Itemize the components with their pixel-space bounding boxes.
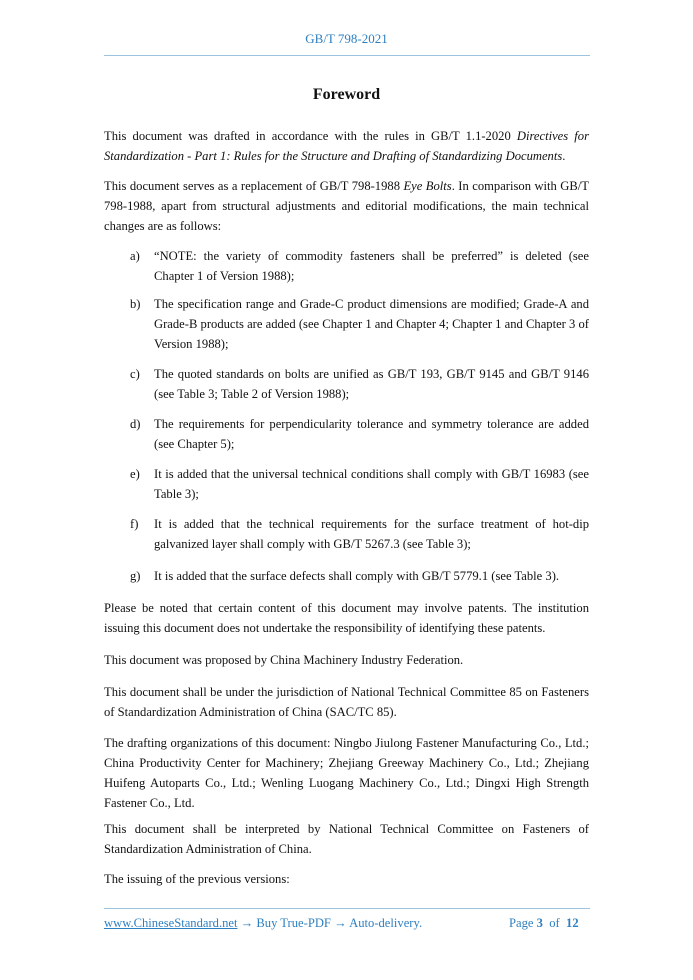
list-text: The specification range and Grade-C product dimensions are modified; Grade-A and Grade-B products are added (see Chapter 1 and Chapter 4; Chapter 1 and Chapter 3 of Version 1988); [154,297,589,351]
list-item [130,414,589,454]
list-label: c) [130,367,140,381]
list-item [130,464,589,504]
list-text: The requirements for perpendicularity tolerance and symmetry tolerance are added (see Chapter 5); [154,417,589,451]
list-item [130,566,589,586]
list-label: e) [130,467,140,481]
drafting-organizations-paragraph: The drafting organizations of this document: Ningbo Jiulong Fastener Manufacturing Co., Ltd.; China Productivity Center for Machinery; Zhejiang Greeway Machinery Co., Ltd.; Zhejiang Huifeng Autoparts Co., Ltd.; Wenling Luogang Machinery Co., Ltd.; Dingxi High Strength Fastener Co., Ltd. [104,736,589,810]
list-label: f) [130,517,139,531]
intro-paragraph-1 [104,126,589,166]
text: This document was drafted in accordance with the rules in GB/T 1.1-2020 [104,129,517,143]
previous-versions-paragraph: The issuing of the previous versions: [104,872,290,886]
text: . In comparison with GB/T 798-1988, apart from structural adjustments and editorial modifications, the main technical changes are as follows: [104,179,589,233]
header-rule [104,55,590,56]
list-item [130,514,589,554]
total-pages: 12 [566,916,579,930]
standard-title: Eye Bolts [403,179,452,193]
proposer-paragraph: This document was proposed by China Machinery Industry Federation. [104,653,464,667]
list-text: It is added that the technical requirements for the surface treatment of hot-dip galvanized layer shall comply with GB/T 5267.3 (see Table 3); [154,517,589,551]
list-label: a) [130,249,140,263]
page-number [509,916,579,931]
list-item [130,364,589,404]
list-text: “NOTE: the variety of commodity fasteners shall be preferred” is deleted (see Chapter 1 of Version 1988); [154,249,589,283]
website-link[interactable]: www.ChineseStandard.net [104,916,238,930]
footer-promo [104,916,422,931]
list-text: It is added that the universal technical conditions shall comply with GB/T 16983 (see Table 3); [154,467,589,501]
standard-title: Directives for Standardization - Part 1: Rules for the Structure and Drafting of Standardizing Documents [104,129,589,163]
promo-text: → Buy True-PDF → Auto-delivery. [237,916,423,930]
footer-rule [104,908,590,909]
text: This document serves as a replacement of GB/T 798-1988 [104,179,404,193]
of-label: of [549,916,560,930]
list-item [130,294,589,354]
list-item [130,246,589,286]
list-text: It is added that the surface defects shall comply with GB/T 5779.1 (see Table 3). [154,569,560,583]
list-label: g) [130,569,141,583]
page-title: Foreword [312,86,381,103]
current-page: 3 [536,916,543,930]
patent-paragraph: Please be noted that certain content of this document may involve patents. The institution issuing this document does not undertake the responsibility of identifying these patents. [104,601,589,635]
document-id-header: GB/T 798-2021 [305,31,388,46]
page-label: Page [509,916,534,930]
interpretation-paragraph: This document shall be interpreted by National Technical Committee on Fasteners of Standardization Administration of China. [104,822,589,856]
list-label: b) [130,297,141,311]
list-text: The quoted standards on bolts are unified as GB/T 193, GB/T 9145 and GB/T 9146 (see Table 3; Table 2 of Version 1988); [154,367,589,401]
jurisdiction-paragraph: This document shall be under the jurisdiction of National Technical Committee 85 on Fasteners of Standardization Administration of China (SAC/TC 85). [104,685,589,719]
list-label: d) [130,417,141,431]
intro-paragraph-2 [104,176,589,236]
text: . [562,149,566,163]
